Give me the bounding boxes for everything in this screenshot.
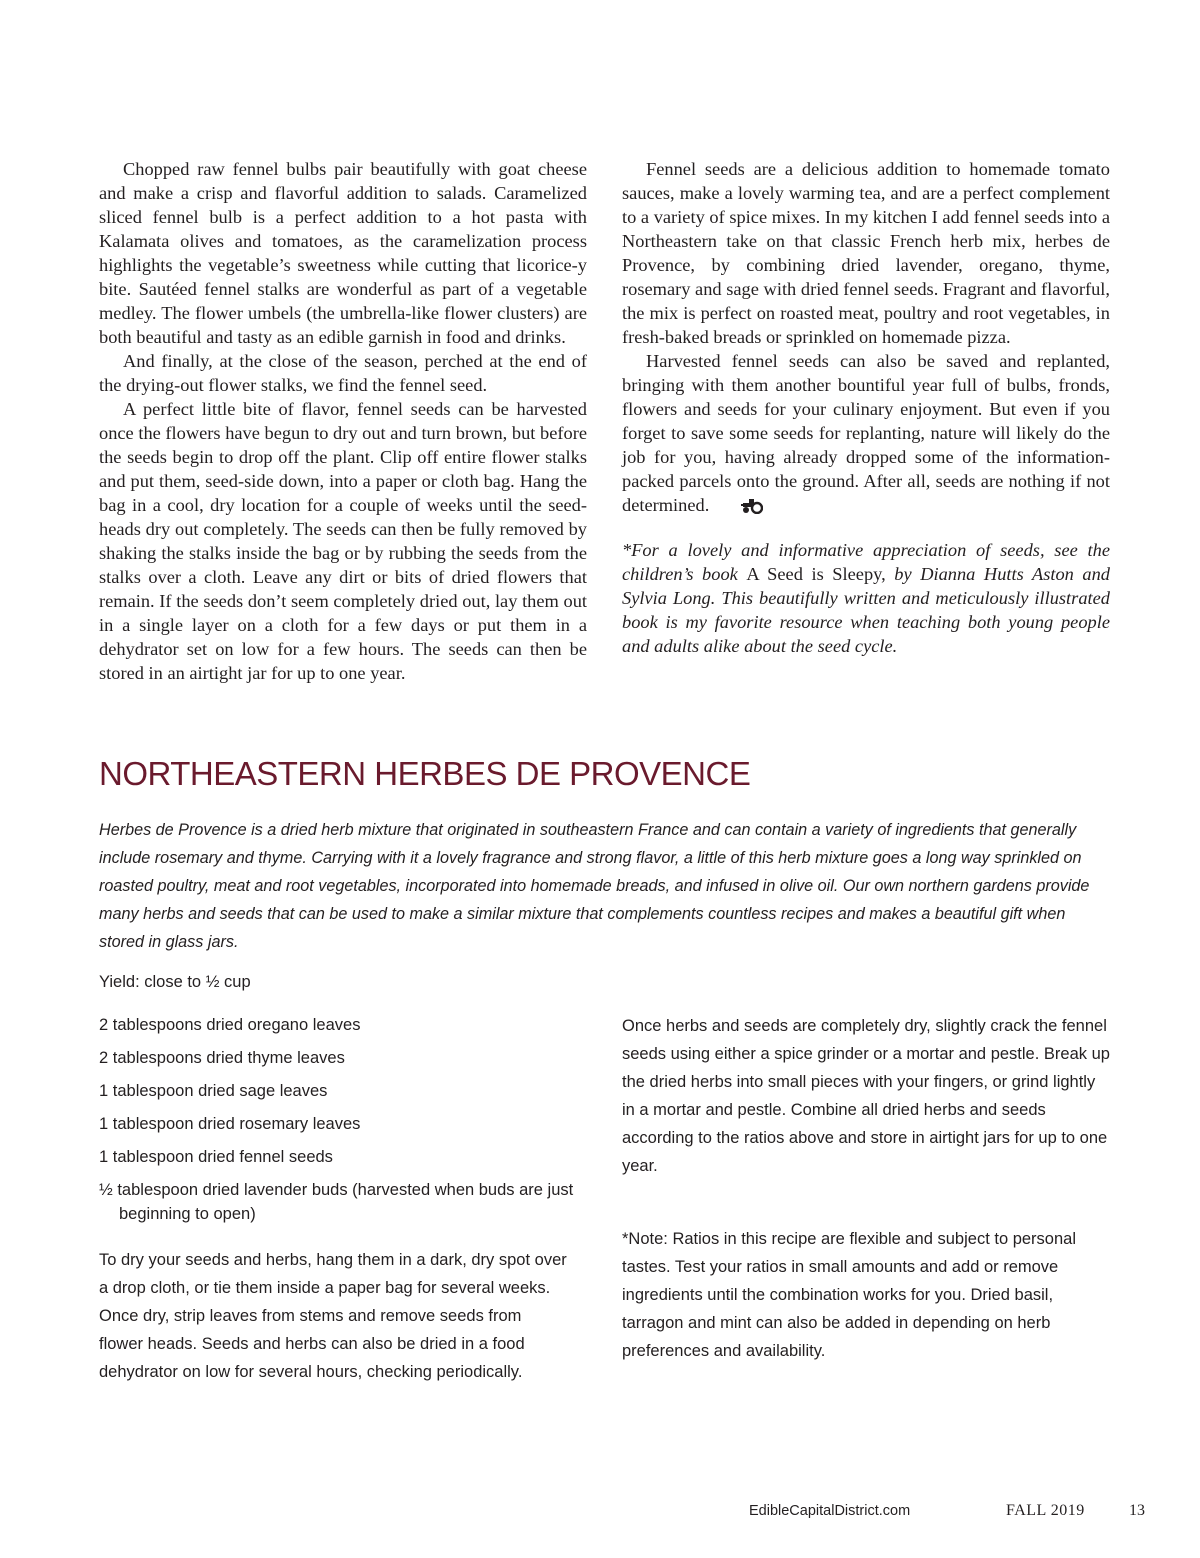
recipe-title: NORTHEASTERN HERBES DE PROVENCE xyxy=(99,755,751,792)
page-number: 13 xyxy=(1129,1502,1145,1519)
ingredient-item: 2 tablespoons dried thyme leaves xyxy=(99,1049,345,1067)
ingredient-list xyxy=(99,1013,599,1235)
recipe-intro: Herbes de Provence is a dried herb mixture that originated in southeastern France and can contain a variety of ingredients that generally include rosemary and thyme. Carrying with it a lovely fragrance and strong flavor, a little of this herb mixture goes a long way sprinkled on roasted poultry, meat and root vegetables, incorporated into homemade breads, and infused in olive oil. Our own northern gardens provide many herbs and seeds that can be used to make a similar mixture that complements countless recipes and makes a beautiful gift when stored in glass jars. xyxy=(99,821,1090,951)
article-paragraph: Chopped raw fennel bulbs pair beautifully with goat cheese and make a crisp and flavorful addition to salads. Caramelized sliced fennel bulb is a perfect addition to a hot pasta with Kalamata olives and tomatoes, as the caramelization process highlights the vegetable’s sweetness while cutting that licorice-y bite. Sautéed fennel stalks are wonderful as part of a vegetable medley. The flower umbels (the umbrella-like flower clusters) are both beautiful and tasty as an edible garnish in food and drinks. xyxy=(99,159,587,347)
drying-instructions: To dry your seeds and herbs, hang them in a dark, dry spot over a drop cloth, or tie them inside a paper bag for several weeks. Once dry, strip leaves from stems and remove seeds from flower heads. Seeds and herbs can also be dried in a food dehydrator on low for several hours, checking periodically. xyxy=(99,1251,567,1381)
ingredient-item: 2 tablespoons dried oregano leaves xyxy=(99,1016,361,1034)
article-paragraph: And finally, at the close of the season, perched at the end of the drying-out flower stalks, we find the fennel seed. xyxy=(99,351,587,395)
recipe-note: *Note: Ratios in this recipe are flexible and subject to personal tastes. Test your ratios in small amounts and add or remove ingredients until the combination works for you. Dried basil, tarragon and mint can also be added in depending on herb preferences and availability. xyxy=(622,1230,1076,1360)
ingredient-item: ½ tablespoon dried lavender buds (harvested when buds are just beginning to open) xyxy=(99,1181,574,1223)
article-paragraph-text: Harvested fennel seeds can also be saved and replanted, bringing with them another bountiful year full of bulbs, fronds, flowers and seeds for your culinary enjoyment. But even if you forget to save some seeds for replanting, nature will likely do the job for you, having already dropped some of the information-packed parcels onto the ground. After all, seeds are nothing if not determined. xyxy=(622,351,1110,515)
article-left-column xyxy=(99,157,587,685)
article-paragraph: A perfect little bite of flavor, fennel seeds can be harvested once the flowers have begun to dry out and turn brown, but before the seeds begin to drop off the plant. Clip off entire flower stalks and put them, seed-side down, into a paper or cloth bag. Hang the bag in a cool, dry location for a couple of weeks until the seed-heads dry out completely. The seeds can then be fully removed by shaking the stalks inside the bag or by rubbing the seeds from the stalks over a cloth. Leave any dirt or bits of dried flowers that remain. If the seeds don’t seem completely dried out, lay them out in a single layer on a cloth for a few days or put them in a dehydrator set on low for a few hours. The seeds can then be stored in an airtight jar for up to one year. xyxy=(99,399,587,683)
ingredient-item: 1 tablespoon dried rosemary leaves xyxy=(99,1115,361,1133)
footer-issue: FALL 2019 xyxy=(1006,1502,1085,1519)
recipe-method: Once herbs and seeds are completely dry, slightly crack the fennel seeds using either a spice grinder or a mortar and pestle. Break up the dried herbs into small pieces with your fingers, or grind lightly in a mortar and pestle. Combine all dried herbs and seeds according to the ratios above and store in airtight jars for up to one year. xyxy=(622,1017,1110,1175)
footer-website: EdibleCapitalDistrict.com xyxy=(749,1503,911,1519)
ingredient-item: 1 tablespoon dried fennel seeds xyxy=(99,1148,333,1166)
article-paragraph: Fennel seeds are a delicious addition to homemade tomato sauces, make a lovely warming tea, and are a perfect complement to a variety of spice mixes. In my kitchen I add fennel seeds into a Northeastern take on that classic French herb mix, herbes de Provence, by combining dried lavender, oregano, thyme, rosemary and sage with dried fennel seeds. Fragrant and flavorful, the mix is perfect on roasted meat, poultry and root vegetables, in fresh-baked breads or sprinkled on homemade pizza. xyxy=(622,159,1110,347)
recipe-yield: Yield: close to ½ cup xyxy=(99,973,251,991)
tractor-icon xyxy=(717,496,763,520)
book-note: *For a lovely and informative appreciation of seeds, see the children’s book A Seed is Sleepy, by Dianna Hutts Aston and Sylvia Long. This beautifully written and meticulously illustrated book is my favorite resource when teaching both young people and adults alike about the seed cycle. xyxy=(622,540,1111,656)
book-title: A Seed is Sleepy, xyxy=(746,564,886,584)
ingredient-item: 1 tablespoon dried sage leaves xyxy=(99,1082,328,1100)
article-paragraph xyxy=(622,349,1110,520)
article-right-column xyxy=(622,157,1110,658)
